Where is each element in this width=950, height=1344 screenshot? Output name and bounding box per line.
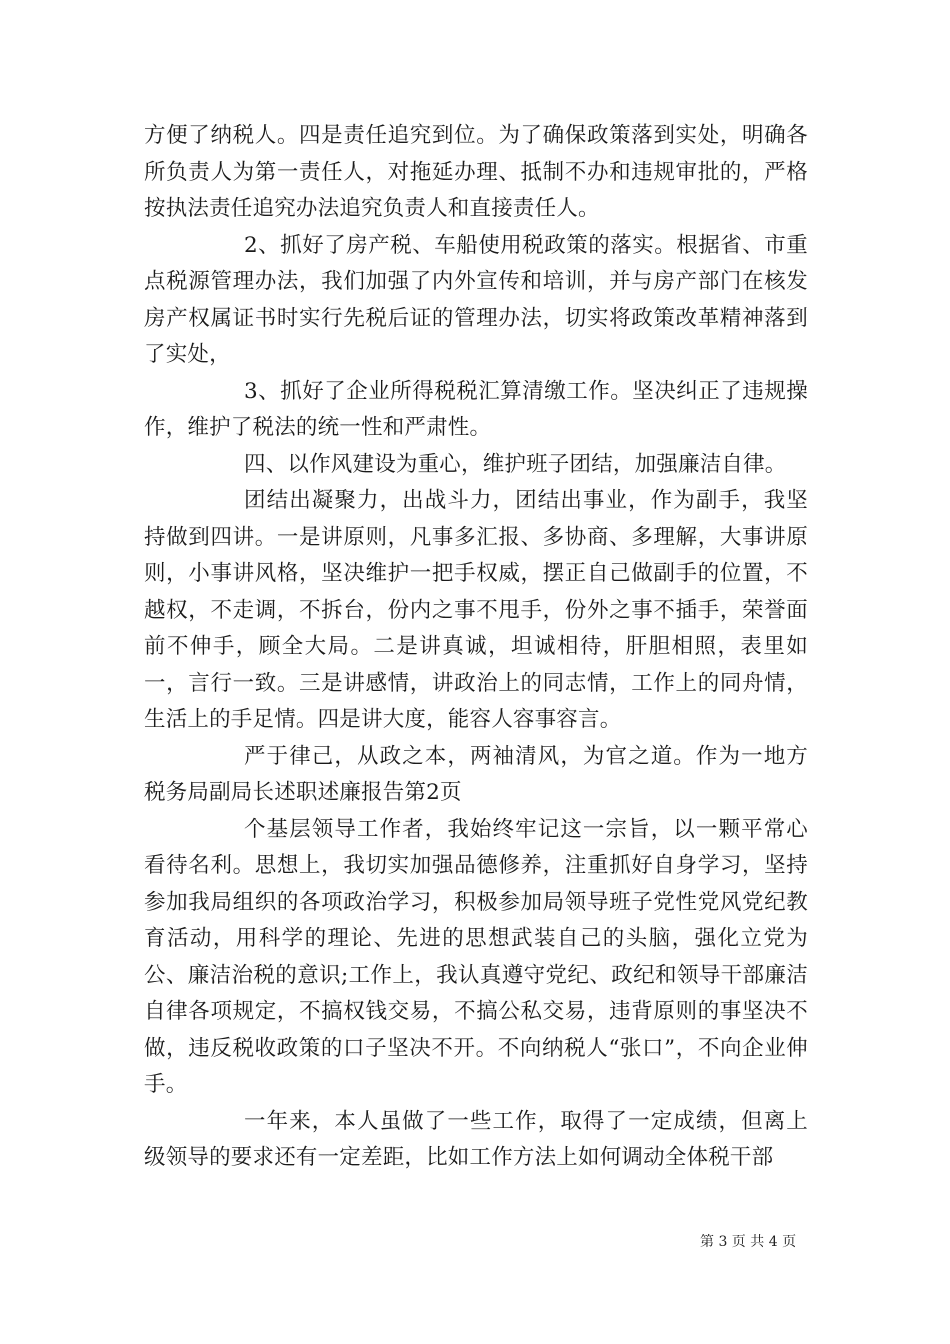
page-footer: 第 3 页 共 4 页 [700, 1234, 797, 1250]
paragraph-6: 严于律己，从政之本，两袖清风，为官之道。作为一地方税务局副局长述职述廉报告第2页 [144, 743, 808, 805]
paragraph-1: 方便了纳税人。四是责任追究到位。为了确保政策落到实处，明确各所负责人为第一责任人，对拖延办理、抵制不办和违规审批的，严格按执法责任追究办法追究负责人和直接责任人。 [144, 123, 808, 221]
section-heading-4: 四、以作风建设为重心，维护班子团结，加强廉洁自律。 [244, 451, 787, 477]
paragraph-8: 一年来，本人虽做了一些工作，取得了一定成绩，但离上级领导的要求还有一定差距，比如工作方法上如何调动全体税干部 [144, 1108, 808, 1170]
body-text [144, 118, 808, 1177]
paragraph-2: 2、抓好了房产税、车船使用税政策的落实。根据省、市重点税源管理办法，我们加强了内外宣传和培训，并与房产部门在核发房产权属证书时实行先税后证的管理办法，切实将政策改革精神落到了实处， [144, 232, 808, 367]
paragraph-3: 3、抓好了企业所得税税汇算清缴工作。坚决纠正了违规操作，维护了税法的统一性和严肃性。 [144, 378, 808, 440]
paragraph-7: 个基层领导工作者，我始终牢记这一宗旨，以一颗平常心看待名利。思想上，我切实加强品德修养，注重抓好自身学习，坚持参加我局组织的各项政治学习，积极参加局领导班子党性党风党纪教育活动，用科学的理论、先进的思想武装自己的头脑，强化立党为公、廉洁治税的意识;工作上，我认真遵守党纪、政纪和领导干部廉洁自律各项规定，不搞权钱交易，不搞公私交易，违背原则的事坚决不做，违反税收政策的口子坚决不开。不向纳税人“张口”，不向企业伸手。 [144, 816, 808, 1097]
paragraph-5: 团结出凝聚力，出战斗力，团结出事业，作为副手，我坚持做到四讲。一是讲原则，凡事多汇报、多协商、多理解，大事讲原则，小事讲风格，坚决维护一把手权威，摆正自己做副手的位置，不越权，不走调，不拆台，份内之事不甩手，份外之事不插手，荣誉面前不伸手，顾全大局。二是讲真诚，坦诚相待，肝胆相照，表里如一，言行一致。三是讲感情，讲政治上的同志情，工作上的同舟情，生活上的手足情。四是讲大度，能容人容事容言。 [144, 488, 808, 732]
